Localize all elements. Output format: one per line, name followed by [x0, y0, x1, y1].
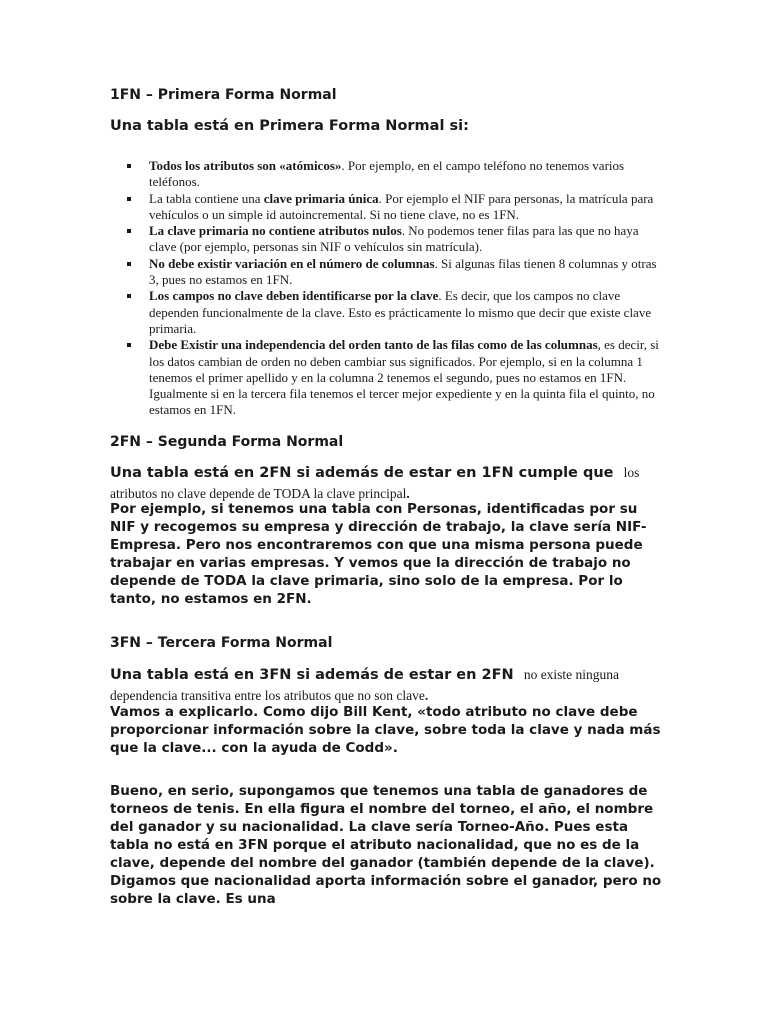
list-item: Debe Existir una independencia del orden tanto de las filas como de las columnas, es decir, si los datos cambian de orden no deben cambiar sus significados. Por ejemplo, si en la columna 1 tenemos el primer apellido y en la columna 2 tenemos el segundo, pues no estamos en 1FN. Igualmente si en la tercera fila tenemos el tercer mejor expediente y en la quinta fila el quinto, no estamos en 1FN. — [124, 337, 669, 418]
heading-1fn: 1FN – Primera Forma Normal — [110, 87, 337, 103]
bullet-square-icon — [127, 164, 131, 168]
heading-3fn: 3FN – Tercera Forma Normal — [110, 635, 333, 651]
lead-1fn: Una tabla está en Primera Forma Normal si: — [110, 118, 469, 134]
bullet-square-icon — [127, 197, 131, 201]
bullet-square-icon — [127, 262, 131, 266]
bullet-square-icon — [127, 229, 131, 233]
heading-2fn: 2FN – Segunda Forma Normal — [110, 434, 344, 450]
list-item: Los campos no clave deben identificarse por la clave. Es decir, que los campos no clave dependen funcionalmente de la clave. Esto es prácticamente lo mismo que decir que existe clave primaria. — [124, 288, 669, 337]
bullet-square-icon — [127, 343, 131, 347]
list-item: La tabla contiene una clave primaria única. Por ejemplo el NIF para personas, la matrícula para vehículos o un simple id autoincremental. Si no tiene clave, no es 1FN. — [124, 191, 669, 224]
lead-3fn: Una tabla está en 3FN si además de estar en 2FN no existe ninguna dependencia transitiva entre los atributos que no son clave. — [110, 667, 620, 703]
body-3fn-part2: Bueno, en serio, supongamos que tenemos una tabla de ganadores de torneos de tenis. En ella figura el nombre del torneo, el año, el nombre del ganador y su nacionalidad. La clave sería Torneo-Año. Pues esta tabla no está en 3FN porque el atributo nacionalidad, que no es de la clave, depende del nombre del ganador (también depende de la clave). Digamos que nacionalidad aporta información sobre el ganador, pero no sobre la clave. Es una — [110, 783, 662, 907]
body-3fn-part1: Vamos a explicarlo. Como dijo Bill Kent, «todo atributo no clave debe proporcionar información sobre la clave, sobre toda la clave y nada más que la clave... con la ayuda de Codd». — [110, 704, 661, 756]
list-item: No debe existir variación en el número de columnas. Si algunas filas tienen 8 columnas y otras 3, pues no estamos en 1FN. — [124, 256, 669, 289]
bullet-square-icon — [127, 294, 131, 298]
bullet-list-1fn — [124, 158, 669, 419]
list-item: Todos los atributos son «atómicos». Por ejemplo, en el campo teléfono no tenemos varios teléfonos. — [124, 158, 669, 191]
list-item: La clave primaria no contiene atributos nulos. No podemos tener filas para las que no haya clave (por ejemplo, personas sin NIF o vehículos sin matrícula). — [124, 223, 669, 256]
body-2fn: Por ejemplo, si tenemos una tabla con Personas, identificadas por su NIF y recogemos su empresa y dirección de trabajo, la clave sería NIF-Empresa. Pero nos encontraremos con que una misma persona puede trabajar en varias empresas. Y vemos que la dirección de trabajo no depende de TODA la clave primaria, sino solo de la empresa. Por lo tanto, no estamos en 2FN. — [110, 501, 647, 607]
lead-2fn: Una tabla está en 2FN si además de estar en 1FN cumple que los atributos no clave depende de TODA la clave principal. — [110, 465, 640, 501]
